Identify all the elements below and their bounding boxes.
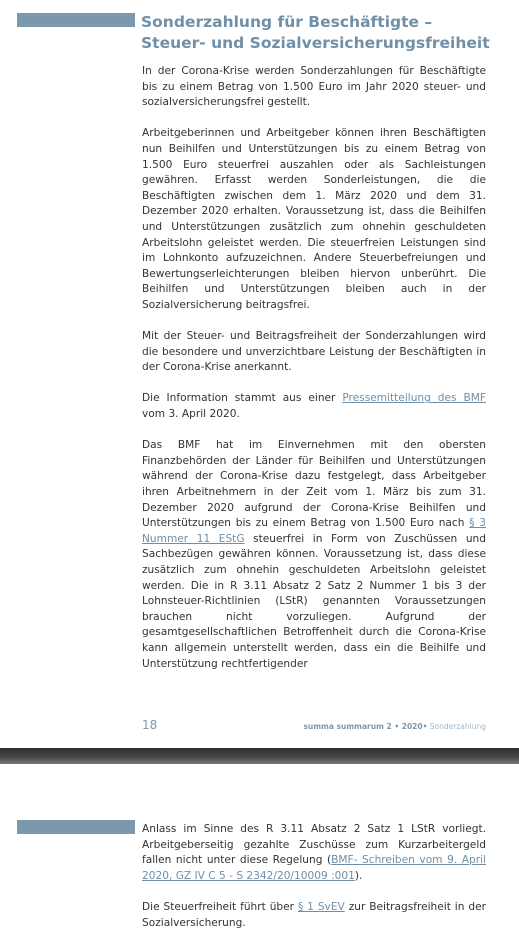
- section-title: Sonderzahlung für Beschäftigte – Steuer- und Sozialversicherungsfreiheit: [141, 13, 490, 52]
- text-segment: zur Beitragsfreiheit in der Sozialversicherung.: [142, 900, 486, 929]
- link-pressemitteilung[interactable]: Pressemitteilung des BMF: [342, 392, 486, 405]
- paragraph-continuation: [142, 822, 486, 884]
- text-segment: steuerfrei in Form von Zuschüssen und Sachbezügen gewähren können. Voraussetzung ist, dass diese zusätzlich zum ohnehin geschuldeten Arbeitslohn geleistet werden. Die in R 3.11 Absatz 2 Satz 2 Nummer 1 bis 3 der Lohnsteuer-Richtlinien (LStR) genannten Voraussetzungen brauchen nicht vorzuliegen. Aufgrund der gesamtgesellschaftlichen Betroffenheit durch die Corona-Krise kann allgemein unterstellt werden, dass ein die Beihilfe und Unterstützung rechtfertigender: [142, 532, 486, 670]
- page-separator: [0, 748, 519, 764]
- section-marker-bar: [17, 820, 135, 834]
- link-estg[interactable]: § 3 Nummer 11 EStG: [142, 517, 486, 545]
- text-segment: Die Information stammt aus einer: [142, 392, 343, 405]
- link-bmf-schreiben[interactable]: BMF- Schreiben vom 9. April 2020, GZ IV C 5 - S 2342/20/10009 :001: [142, 854, 486, 882]
- footer-brand: summa summarum 2 • 2020•: [303, 722, 428, 731]
- document-page-19: [0, 764, 519, 943]
- paragraph-bmf: [142, 438, 486, 672]
- text-segment: vom 3. April 2020.: [142, 408, 240, 421]
- paragraph-intro: In der Corona-Krise werden Sonderzahlungen für Beschäftigte bis zu einem Betrag von 1.500 Euro im Jahr 2020 steuer- und sozialversicherungsfrei gestellt.: [142, 65, 486, 109]
- page-body: [142, 822, 486, 947]
- link-svev[interactable]: § 1 SvEV: [297, 900, 345, 913]
- paragraph-recognition: Mit der Steuer- und Beitragsfreiheit der Sonderzahlungen wird die besondere und unverzichtbare Leistung der Beschäftigten in der Corona-Krise anerkannt.: [142, 330, 486, 374]
- text-segment: Anlass im Sinne des R 3.11 Absatz 2 Satz 1 LStR vorliegt. Arbeitgeberseitig gezahlte Zuschüsse zum Kurzarbeitergeld fallen nicht unter diese Regelung (: [142, 823, 486, 867]
- footer-section: Sonderzahlung: [427, 722, 486, 731]
- page-body: [142, 64, 486, 688]
- page-number: 18: [142, 718, 158, 732]
- running-footer: [303, 722, 486, 731]
- section-marker-bar: [17, 13, 135, 27]
- text-segment: Die Steuerfreiheit führt über: [142, 900, 298, 913]
- text-segment: ).: [354, 869, 363, 882]
- paragraph-employers: Arbeitgeberinnen und Arbeitgeber können ihren Beschäftigten nun Beihilfen und Unterstützungen bis zu einem Betrag von 1.500 Euro steuerfrei auszahlen oder als Sachleistungen gewähren. Erfasst werden Sonderleistungen, die die Beschäftigten zwischen dem 1. März 2020 und dem 31. Dezember 2020 erhalten. Voraussetzung ist, dass die Beihilfen und Unterstützungen zusätzlich zum ohnehin geschuldeten Arbeitslohn geleistet werden. Die steuerfreien Leistungen sind im Lohnkonto aufzuzeichnen. Andere Steuerbefreiungen und Bewertungserleichterungen bleiben hiervon unberührt. Die Beihilfen und Unterstützungen bleiben auch in der Sozialversicherung beitragsfrei.: [142, 127, 486, 311]
- paragraph-svev: [142, 900, 486, 931]
- text-segment: Das BMF hat im Einvernehmen mit den obersten Finanzbehörden der Länder für Beihilfen und Unterstützungen während der Corona-Krise dazu festgelegt, dass Arbeitgeber ihren Arbeitnehmern in der Zeit vom 1. März bis zum 31. Dezember 2020 aufgrund der Corona-Krise Beihilfen und Unterstützungen bis zu einem Betrag von 1.500 Euro nach: [142, 439, 486, 530]
- paragraph-source: [142, 391, 486, 422]
